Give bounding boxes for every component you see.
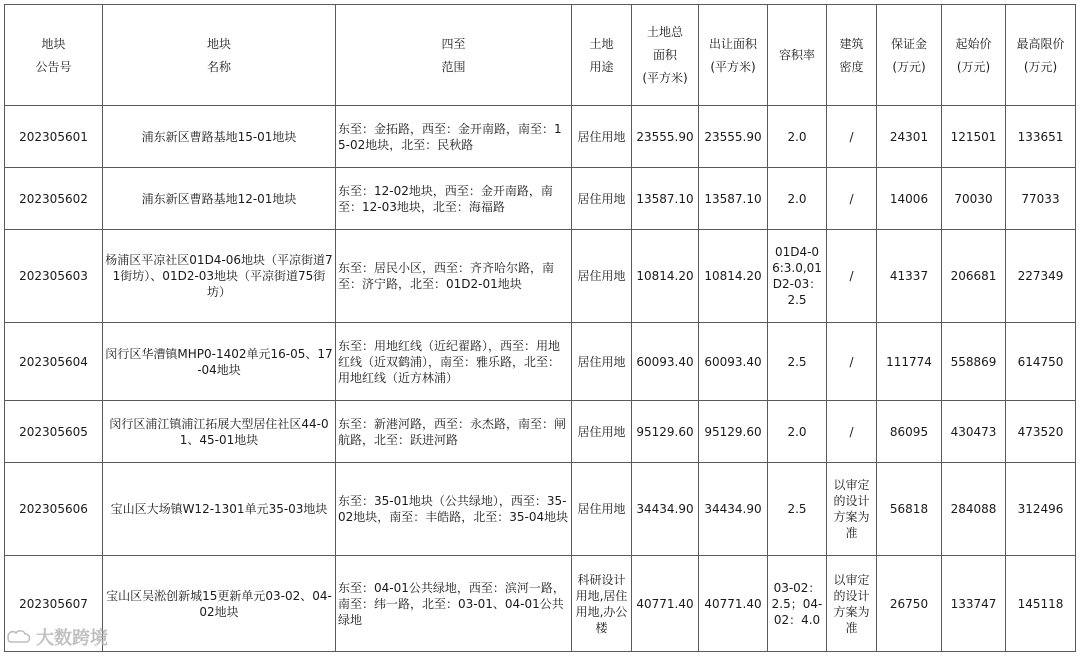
far-cell: 2.0 — [768, 106, 827, 168]
lot-id-cell: 202305607 — [5, 556, 103, 652]
start-price-cell: 206681 — [942, 230, 1006, 323]
sale-area-cell: 13587.10 — [699, 168, 768, 230]
header-line: 用途 — [589, 59, 614, 74]
total-area-cell: 40771.40 — [632, 556, 699, 652]
lot-id-cell: 202305602 — [5, 168, 103, 230]
deposit-cell: 86095 — [877, 401, 942, 463]
start-price-cell: 558869 — [942, 323, 1006, 401]
header-line: 名称 — [206, 59, 231, 74]
density-cell: 以审定的设计方案为准 — [827, 463, 877, 556]
header-cell — [336, 5, 572, 106]
density-cell: / — [827, 168, 877, 230]
far-cell: 2.0 — [768, 168, 827, 230]
deposit-cell: 41337 — [877, 230, 942, 323]
table-row — [5, 230, 1076, 323]
header-line: (万元) — [956, 59, 991, 74]
bounds-cell: 东至：12-02地块，西至：金开南路，南至：12-03地块，北至：海福路 — [336, 168, 572, 230]
header-line: (平方米) — [710, 59, 756, 74]
table-body — [5, 106, 1076, 652]
start-price-cell: 430473 — [942, 401, 1006, 463]
max-price-cell: 614750 — [1006, 323, 1076, 401]
far-cell: 03-02：2.5；04-02：4.0 — [768, 556, 827, 652]
lot-name-cell: 浦东新区曹路基地12-01地块 — [103, 168, 336, 230]
header-line: (平方米) — [642, 71, 688, 85]
sale-area-cell: 40771.40 — [699, 556, 768, 652]
sale-area-cell: 10814.20 — [699, 230, 768, 323]
deposit-cell: 24301 — [877, 106, 942, 168]
header-line: 面积 — [652, 48, 677, 62]
lot-name-cell: 宝山区吴淞创新城15更新单元03-02、04-02地块 — [103, 556, 336, 652]
density-cell: 以审定的设计方案为准 — [827, 556, 877, 652]
far-cell: 2.0 — [768, 401, 827, 463]
header-line: 土地总 — [646, 25, 683, 39]
header-cell — [5, 5, 103, 106]
start-price-cell: 121501 — [942, 106, 1006, 168]
land-use-cell: 居住用地 — [572, 230, 632, 323]
land-use-cell: 居住用地 — [572, 463, 632, 556]
header-cell — [942, 5, 1006, 106]
header-cell — [103, 5, 336, 106]
total-area-cell: 10814.20 — [632, 230, 699, 323]
lot-name-cell: 浦东新区曹路基地15-01地块 — [103, 106, 336, 168]
watermark-text: 大数跨境 — [36, 628, 108, 649]
header-line: 地块 — [206, 36, 231, 51]
max-price-cell: 133651 — [1006, 106, 1076, 168]
header-line: 保证金 — [890, 36, 927, 51]
lot-id-cell: 202305606 — [5, 463, 103, 556]
table-row — [5, 168, 1076, 230]
land-use-cell: 居住用地 — [572, 401, 632, 463]
lot-name-cell: 宝山区大场镇W12-1301单元35-03地块 — [103, 463, 336, 556]
brand-logo-icon — [6, 628, 32, 646]
header-line: 建筑 — [839, 36, 864, 51]
lot-name-cell: 闵行区华漕镇MHP0-1402单元16-05、17-04地块 — [103, 323, 336, 401]
sale-area-cell: 23555.90 — [699, 106, 768, 168]
max-price-cell: 312496 — [1006, 463, 1076, 556]
land-use-cell: 居住用地 — [572, 168, 632, 230]
land-use-cell: 科研设计用地,居住用地,办公楼 — [572, 556, 632, 652]
start-price-cell: 284088 — [942, 463, 1006, 556]
max-price-cell: 77033 — [1006, 168, 1076, 230]
table-row — [5, 401, 1076, 463]
bounds-cell: 东至：居民小区，西至：齐齐哈尔路，南至：济宁路，北至：01D2-01地块 — [336, 230, 572, 323]
header-line: 最高限价 — [1016, 36, 1065, 51]
header-cell — [827, 5, 877, 106]
header-line: 土地 — [589, 36, 614, 51]
deposit-cell: 14006 — [877, 168, 942, 230]
density-cell: / — [827, 230, 877, 323]
far-cell: 2.5 — [768, 323, 827, 401]
total-area-cell: 95129.60 — [632, 401, 699, 463]
total-area-cell: 60093.40 — [632, 323, 699, 401]
header-cell — [768, 5, 827, 106]
max-price-cell: 227349 — [1006, 230, 1076, 323]
total-area-cell: 34434.90 — [632, 463, 699, 556]
header-line: 地块 — [41, 36, 66, 51]
sale-area-cell: 34434.90 — [699, 463, 768, 556]
lot-name-cell: 闵行区浦江镇浦江拓展大型居住社区44-01、45-01地块 — [103, 401, 336, 463]
table-header — [5, 5, 1076, 106]
header-cell — [1006, 5, 1076, 106]
header-line: 公告号 — [35, 59, 72, 74]
header-line: 起始价 — [955, 36, 992, 51]
header-line: 容积率 — [778, 48, 815, 62]
table-row — [5, 463, 1076, 556]
header-line: 出让面积 — [708, 36, 757, 51]
start-price-cell: 133747 — [942, 556, 1006, 652]
header-line: (万元) — [892, 59, 926, 74]
far-cell: 2.5 — [768, 463, 827, 556]
header-cell — [632, 5, 699, 106]
lot-id-cell: 202305604 — [5, 323, 103, 401]
sale-area-cell: 95129.60 — [699, 401, 768, 463]
header-cell — [572, 5, 632, 106]
bounds-cell: 东至：04-01公共绿地，西至：滨河一路，南至：纬一路，北至：03-01、04-01公共绿地 — [336, 556, 572, 652]
table-row — [5, 556, 1076, 652]
header-line: 范围 — [441, 59, 466, 74]
header-line: (万元) — [1023, 59, 1058, 74]
land-use-cell: 居住用地 — [572, 323, 632, 401]
land-use-cell: 居住用地 — [572, 106, 632, 168]
far-cell: 01D4-06:3.0,01D2-03：2.5 — [768, 230, 827, 323]
deposit-cell: 56818 — [877, 463, 942, 556]
header-line: 四至 — [441, 36, 466, 51]
density-cell: / — [827, 106, 877, 168]
sale-area-cell: 60093.40 — [699, 323, 768, 401]
max-price-cell: 145118 — [1006, 556, 1076, 652]
density-cell: / — [827, 401, 877, 463]
start-price-cell: 70030 — [942, 168, 1006, 230]
header-line: 密度 — [839, 59, 864, 74]
lot-id-cell: 202305605 — [5, 401, 103, 463]
bounds-cell: 东至：金拓路，西至：金开南路，南至：15-02地块，北至：民秋路 — [336, 106, 572, 168]
bounds-cell: 东至：35-01地块（公共绿地），西至：35-02地块，南至：丰皓路，北至：35-04地块 — [336, 463, 572, 556]
density-cell: / — [827, 323, 877, 401]
bounds-cell: 东至：用地红线（近纪翟路），西至：用地红线（近双鹤浦），南至：雅乐路，北至：用地红线（近方林浦） — [336, 323, 572, 401]
max-price-cell: 473520 — [1006, 401, 1076, 463]
deposit-cell: 111774 — [877, 323, 942, 401]
deposit-cell: 26750 — [877, 556, 942, 652]
table-row — [5, 106, 1076, 168]
lot-id-cell: 202305601 — [5, 106, 103, 168]
lot-id-cell: 202305603 — [5, 230, 103, 323]
header-cell — [877, 5, 942, 106]
total-area-cell: 23555.90 — [632, 106, 699, 168]
header-cell — [699, 5, 768, 106]
table-row — [5, 323, 1076, 401]
bounds-cell: 东至：新港河路，西至：永杰路，南至：闸航路，北至：跃进河路 — [336, 401, 572, 463]
lot-name-cell: 杨浦区平凉社区01D4-06地块（平凉街道71街坊）、01D2-03地块（平凉街道75街坊） — [103, 230, 336, 323]
total-area-cell: 13587.10 — [632, 168, 699, 230]
land-auction-table — [4, 4, 1076, 652]
watermark — [6, 624, 108, 650]
